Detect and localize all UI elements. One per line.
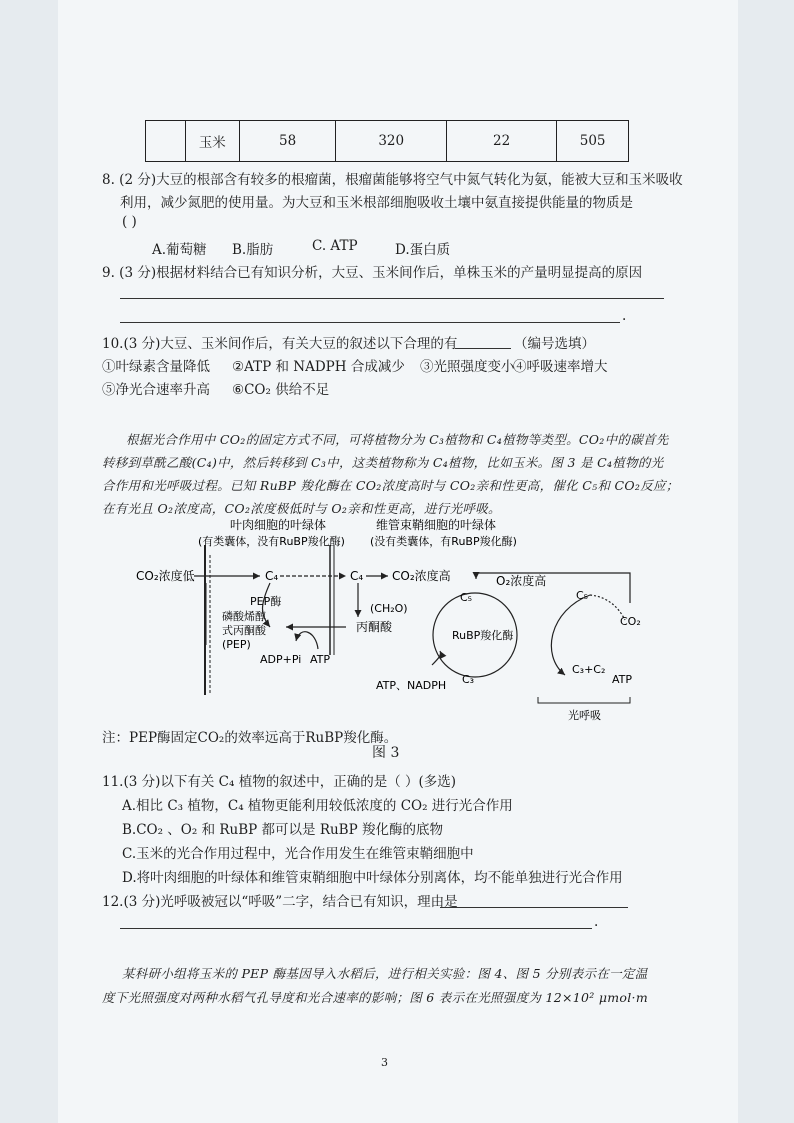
q8-option-c: C. ATP	[312, 238, 358, 254]
atp-left-label: ATP	[310, 653, 331, 666]
q10-opt-3: ③光照强度变小	[420, 359, 515, 375]
pyruvate-label: 丙酮酸	[356, 620, 393, 634]
o2-high-label: O₂浓度高	[496, 574, 547, 588]
intro-line3: 合作用和光呼吸过程。已知 RuBP 羧化酶在 CO₂浓度高时与 CO₂亲和性更高，催化 C₅和 CO₂反应；	[102, 478, 679, 493]
answer-line	[120, 298, 664, 299]
q8-option-d: D.蛋白质	[395, 242, 451, 258]
co2-right-label: CO₂	[620, 615, 641, 628]
q9-end: .	[622, 308, 627, 324]
intro-line2: 转移到草酰乙酸(C₄)中，然后转移到 C₃中，这类植物称为 C₄植物，比如玉米。图 3 是 C₄植物的光	[102, 455, 664, 470]
page-number: 3	[381, 1056, 388, 1069]
q8-paren: ( )	[122, 214, 137, 230]
c5-right-label: C₅	[576, 589, 589, 602]
q10-suffix: （编号选填）	[514, 336, 595, 352]
table-cell	[146, 121, 186, 162]
header-mesophyll: 叶肉细胞的叶绿体	[230, 518, 327, 532]
q10-opt-4: ④呼吸速率增大	[513, 359, 608, 375]
q8-option-b: B.脂肪	[232, 242, 274, 258]
answer-line	[440, 907, 628, 908]
table-cell: 505	[557, 121, 629, 162]
q12-end: .	[594, 914, 599, 930]
pep-enzyme-label: PEP酶	[250, 595, 282, 608]
rubp-enzyme-label: RuBP羧化酶	[452, 629, 514, 642]
atp-right-label: ATP	[612, 673, 633, 686]
c5-left-label: C₅	[460, 591, 473, 604]
answer-blank	[455, 348, 511, 349]
adp-pi-label: ADP+Pi	[260, 653, 302, 666]
c3-left-label: C₃	[462, 673, 475, 686]
photorespiration-label: 光呼吸	[568, 709, 601, 722]
intro-line1: 根据光合作用中 CO₂的固定方式不同，可将植物分为 C₃植物和 C₄植物等类型。CO₂中的碳首先	[126, 432, 669, 447]
q11-option-b: B.CO₂ 、O₂ 和 RuBP 都可以是 RuBP 羧化酶的底物	[122, 822, 443, 838]
pep-label-2: 式丙酮酸	[222, 624, 266, 637]
q9-stem: 9. (3 分)根据材料结合已有知识分析，大豆、玉米间作后，单株玉米的产量明显提高的原因	[102, 265, 643, 281]
figure-note: 注：PEP酶固定CO₂的效率远高于RuBP羧化酶。	[102, 730, 398, 746]
c4-right-label: C₄	[350, 569, 364, 583]
arrow	[296, 632, 318, 649]
header-mesophyll-sub: (有类囊体，没有RuBP羧化酶)	[198, 535, 345, 548]
q8-option-a: A.葡萄糖	[152, 242, 207, 258]
table-cell: 22	[446, 121, 556, 162]
answer-line	[120, 322, 620, 323]
para2-line1: 某科研小组将玉米的 PEP 酶基因导入水稻后，进行相关实验：图 4、图 5 分别表示在一定温	[122, 966, 648, 981]
co2-low-label: CO₂浓度低	[136, 569, 195, 583]
pep-label-1: 磷酸烯醇	[222, 610, 266, 623]
co2-high-label: CO₂浓度高	[392, 569, 451, 583]
q11-option-a: A.相比 C₃ 植物，C₄ 植物更能利用较低浓度的 CO₂ 进行光合作用	[122, 798, 513, 814]
intro-line4: 在有光且 O₂浓度高，CO₂浓度极低时与 O₂亲和性更高，进行光呼吸。	[102, 501, 501, 516]
q10-stem: 10.(3 分)大豆、玉米间作后，有关大豆的叙述以下合理的有	[102, 336, 458, 352]
atp-nadph-label: ATP、NADPH	[376, 679, 447, 692]
table-cell: 320	[336, 121, 447, 162]
q11-option-d: D.将叶肉细胞的叶绿体和维管束鞘细胞中叶绿体分别离体，均不能单独进行光合作用	[122, 870, 623, 886]
pep-label-3: (PEP)	[222, 638, 251, 651]
q11-stem: 11.(3 分)以下有关 C₄ 植物的叙述中，正确的是（ ）(多选)	[102, 774, 457, 790]
para2-line2: 度下光照强度对两种水稻气孔导度和光合速率的影响；图 6 表示在光照强度为 12×10² μmol·m	[102, 990, 648, 1005]
c4-left-label: C₄	[265, 569, 279, 583]
brace	[538, 697, 630, 703]
q12-stem: 12.(3 分)光呼吸被冠以“呼吸”二字，结合已有知识，理由是	[102, 894, 458, 910]
answer-line	[120, 928, 592, 929]
q11-option-c: C.玉米的光合作用过程中，光合作用发生在维管束鞘细胞中	[122, 846, 474, 862]
table-cell: 58	[239, 121, 336, 162]
q10-opt-6: ⑥CO₂ 供给不足	[232, 382, 330, 398]
table-row	[146, 121, 629, 162]
c3-c2-label: C₃+C₂	[572, 663, 606, 676]
q8-line1: 8. (2 分)大豆的根部含有较多的根瘤菌，根瘤菌能够将空气中氮气转化为氨，能被大豆和玉米吸收	[102, 172, 683, 188]
c4-pathway-diagram	[120, 515, 660, 730]
q10-opt-1: ①叶绿素含量降低	[102, 359, 210, 375]
q10-opt-2: ②ATP 和 NADPH 合成减少	[232, 359, 405, 375]
data-table	[145, 120, 629, 162]
q10-opt-5: ⑤净光合速率升高	[102, 382, 210, 398]
ch2o-label: (CH₂O)	[370, 602, 408, 615]
header-bundle-sheath-sub: (没有类囊体，有RuBP羧化酶)	[370, 535, 517, 548]
header-bundle-sheath: 维管束鞘细胞的叶绿体	[376, 518, 497, 532]
figure-label: 图 3	[372, 745, 400, 761]
table-cell: 玉米	[185, 121, 239, 162]
q8-line2: 利用，减少氮肥的使用量。为大豆和玉米根部细胞吸收土壤中氨直接提供能量的物质是	[120, 195, 633, 211]
